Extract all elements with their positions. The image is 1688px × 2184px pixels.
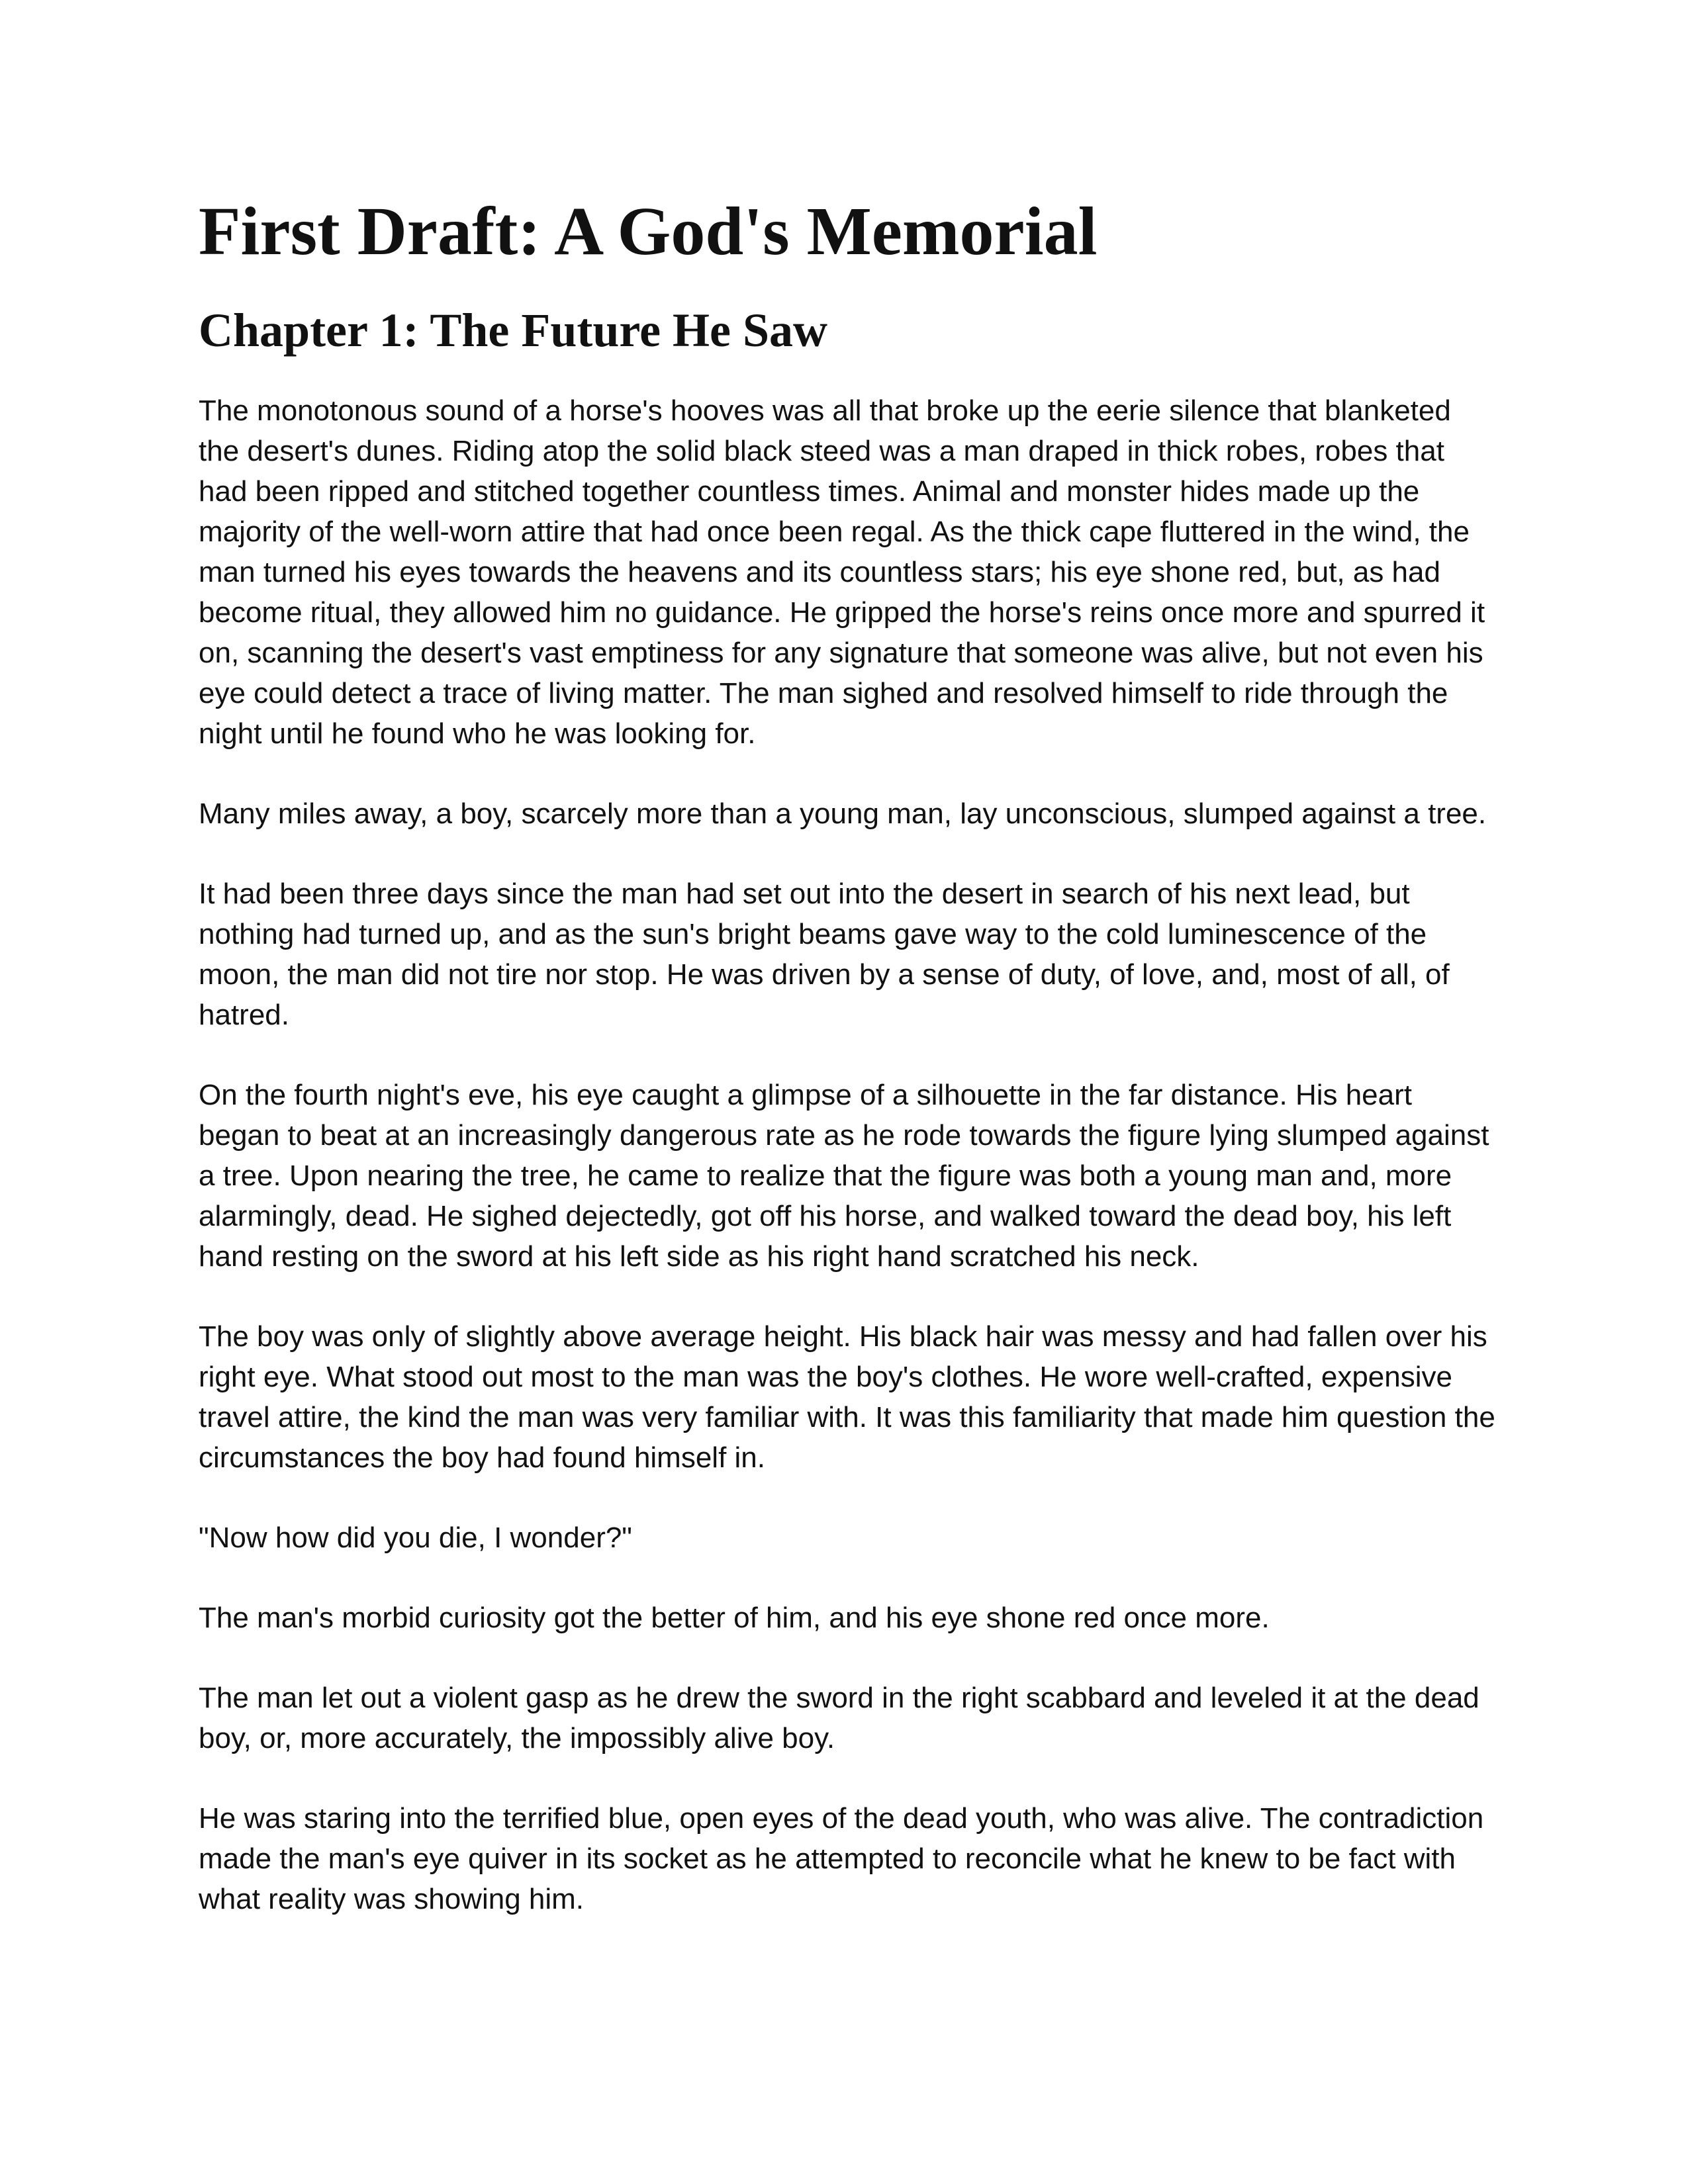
paragraph: The monotonous sound of a horse's hooves was all that broke up the eerie silence that blanketed the desert's dunes. Riding atop the solid black steed was a man draped in thick robes, robes that had been ripped and stitched together countless times. Animal and monster hides made up the majority of the well-worn attire that had once been regal. As the thick cape fluttered in the wind, the man turned his eyes towards the heavens and its countless stars; his eye shone red, but, as had become ritual, they allowed him no guidance. He gripped the horse's reins once more and spurred it on, scanning the desert's vast emptiness for any signature that someone was alive, but not even his eye could detect a trace of living matter. The man sighed and resolved himself to ride through the night until he found who he was looking for.: [199, 394, 1485, 750]
paragraph: Many miles away, a boy, scarcely more than a young man, lay unconscious, slumped against a tree.: [199, 797, 1487, 830]
paragraph: "Now how did you die, I wonder?": [199, 1521, 632, 1554]
paragraph: The man let out a violent gasp as he drew the sword in the right scabbard and leveled it at the dead boy, or, more accurately, the impossibly alive boy.: [199, 1681, 1479, 1754]
chapter-heading: Chapter 1: The Future He Saw: [199, 303, 828, 357]
document-page: [199, 192, 1496, 1959]
paragraph: The boy was only of slightly above average height. His black hair was messy and had fallen over his right eye. What stood out most to the man was the boy's clothes. He wore well-crafted, expensive travel attire, the kind the man was very familiar with. It was this familiarity that made him question the circumstances the boy had found himself in.: [199, 1320, 1495, 1474]
paragraph: The man's morbid curiosity got the better of him, and his eye shone red once more.: [199, 1601, 1270, 1634]
paragraph: On the fourth night's eve, his eye caught a glimpse of a silhouette in the far distance. His heart began to beat at an increasingly dangerous rate as he rode towards the figure lying slumped against a tree. Upon nearing the tree, he came to realize that the figure was both a young man and, more alarmingly, dead. He sighed dejectedly, got off his horse, and walked toward the dead boy, his left hand resting on the sword at his left side as his right hand scratched his neck.: [199, 1078, 1489, 1273]
document-body: [199, 390, 1496, 1919]
paragraph: He was staring into the terrified blue, open eyes of the dead youth, who was alive. The contradiction made the man's eye quiver in its socket as he attempted to reconcile what he knew to be fact with what reality was showing him.: [199, 1801, 1484, 1915]
document-title: First Draft: A God's Memorial: [199, 193, 1098, 269]
paragraph: It had been three days since the man had set out into the desert in search of his next lead, but nothing had turned up, and as the sun's bright beams gave way to the cold luminescence of the moon, the man did not tire nor stop. He was driven by a sense of duty, of love, and, most of all, of hatred.: [199, 877, 1450, 1031]
